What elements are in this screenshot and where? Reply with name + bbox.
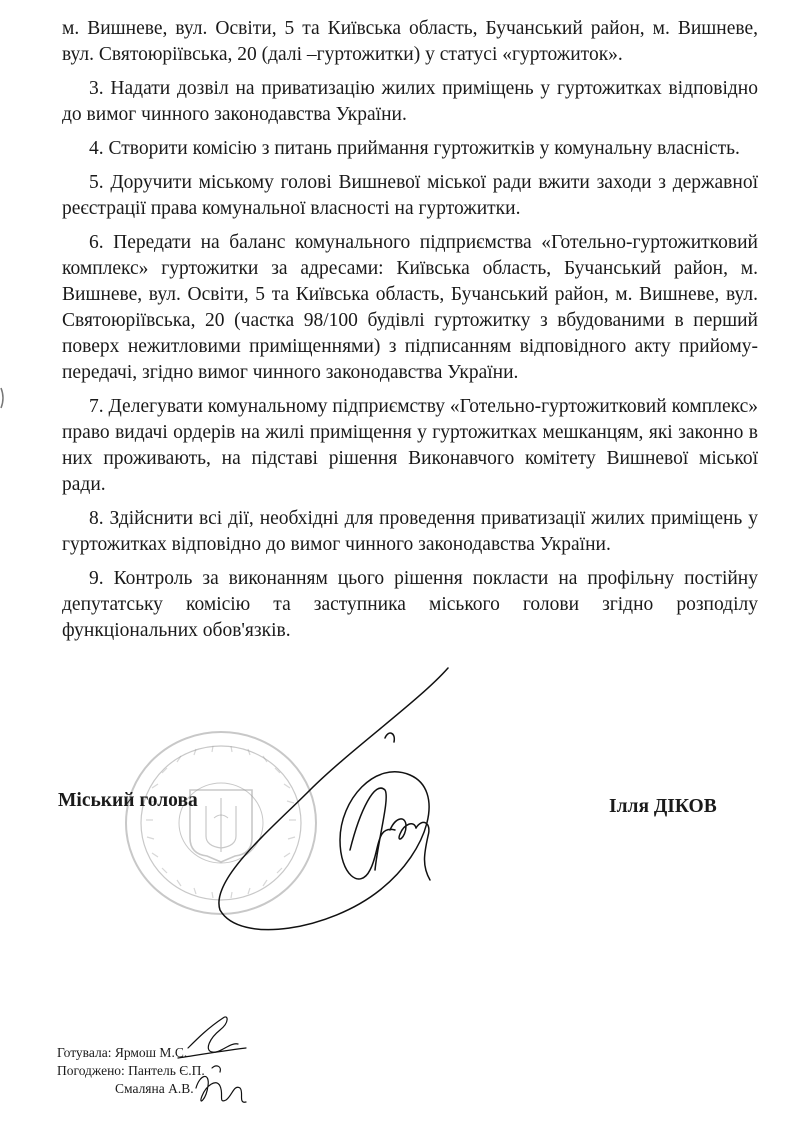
paragraph-item-8: 8. Здійснити всі дії, необхідні для проведення приватизації жилих приміщень у гуртожитках відповідно до вимог чинного законодавства України. (62, 508, 758, 555)
paragraph-item-7: 7. Делегувати комунальному підприємству «Готельно-гуртожитковий комплекс» право видачі ордерів на жилі приміщення у гуртожитках мешканцям, які законно в них проживають, на підставі рішення Виконавчого комітету Вишневої міської ради. (62, 396, 758, 495)
paragraph-item-9: 9. Контроль за виконанням цього рішення покласти на профільну постійну депутатську комісію та заступника міського голови згідно розподілу функціональних обов'язків. (62, 568, 758, 641)
prepared-by-line: Готувала: Ярмош М.С. (57, 1045, 188, 1060)
paragraph-continuation: м. Вишневе, вул. Освіти, 5 та Київська область, Бучанський район, м. Вишневе, вул. Святоюріївська, 20 (далі –гуртожитки) у статусі «гуртожиток». (62, 18, 758, 65)
handwritten-signature (200, 640, 500, 940)
signatory-title: Міський голова (58, 790, 198, 811)
paragraph-item-4: 4. Створити комісію з питань приймання гуртожитків у комунальну власність. (89, 138, 740, 159)
agreed-by-line: Погоджено: Пантель Є.П. (57, 1063, 205, 1078)
paragraph-item-5: 5. Доручити міському голові Вишневої міської ради вжити заходи з державної реєстрації права комунальної власності на гуртожитки. (62, 172, 758, 219)
paragraph-item-3: 3. Надати дозвіл на приватизацію жилих приміщень у гуртожитках відповідно до вимог чинного законодавства України. (62, 78, 758, 125)
paragraph-item-6: 6. Передати на баланс комунального підприємства «Готельно-гуртожитковий комплекс» гуртожитки за адресами: Київська область, Бучанський район, м. Вишневе, вул. Освіти, 5 та Київська область, Бучанський район, м. Вишневе, вул. Святоюріївська, 20 (частка 98/100 будівлі гуртожитку з вбудованими в перший поверх нежитловими приміщеннями) з підписанням відповідного акту прийому-передачі, згідно вимог чинного законодавства України. (62, 232, 758, 383)
agreed-by-line-2: Смаляна А.В. (115, 1081, 194, 1096)
approval-footer (57, 1044, 205, 1098)
signatory-name: Ілля ДІКОВ (609, 796, 717, 817)
